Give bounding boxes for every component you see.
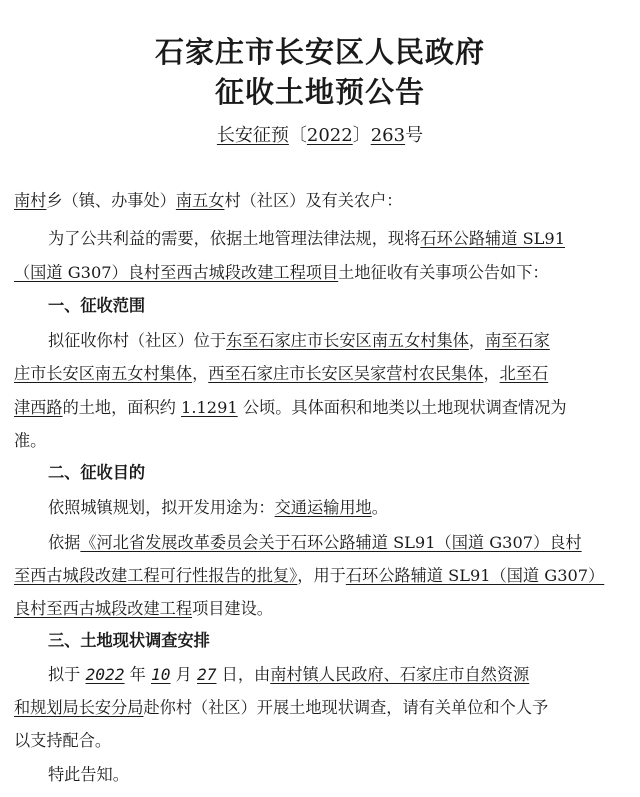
section2-line-3 xyxy=(14,565,634,587)
doc-prefix: 长安征预 xyxy=(216,125,289,146)
north-boundary-1: 北至石 xyxy=(499,364,549,383)
north-boundary-2: 津西路 xyxy=(14,398,63,417)
section1-text-a: 拟征收你村（社区）位于 xyxy=(48,331,227,350)
approval-document-1: 《河北省发展改革委员会关于石环公路辅道 SL91（国道 G307）良村 xyxy=(80,533,582,552)
section1-line-2 xyxy=(14,363,634,385)
month-label: 月 xyxy=(175,665,192,684)
day-label: 日，由 xyxy=(221,665,271,684)
land-purpose: 交通运输用地 xyxy=(274,498,372,517)
doc-bracket-open: 〔 xyxy=(288,125,307,146)
town-name: 南村 xyxy=(14,191,47,210)
section3-line-3: 以支持配合。 xyxy=(14,731,112,750)
survey-org-1: 南村镇人民政府、石家庄市自然资源 xyxy=(270,665,530,684)
east-boundary: 东至石家庄市长安区南五女村集体 xyxy=(226,331,469,350)
section1-comma-3: ， xyxy=(483,364,500,383)
section1-comma-2: ， xyxy=(192,364,209,383)
doc-suffix: 号 xyxy=(405,125,424,146)
year-label: 年 xyxy=(129,665,146,684)
section2-text-c: 依据 xyxy=(48,533,81,552)
closing-text: 特此告知。 xyxy=(48,765,129,784)
survey-day: 27 xyxy=(197,665,217,684)
section3-line-2 xyxy=(14,697,634,719)
section1-line-3 xyxy=(14,397,634,419)
village-name: 南五女 xyxy=(175,191,225,210)
section1-line-1 xyxy=(48,330,638,352)
intro-line-2 xyxy=(14,262,634,284)
doc-year: 2022 xyxy=(306,125,353,146)
project-name-1: 石环公路辅道 SL91 xyxy=(420,229,566,248)
approval-document-2: 至西古城段改建工程可行性报告的批复》 xyxy=(14,566,298,585)
section2-text-d: ，用于 xyxy=(297,566,346,585)
section2-line-4 xyxy=(14,598,634,620)
intro-text-a: 为了公共利益的需要，依据土地管理法律法规，现将 xyxy=(48,229,421,248)
section2-line-1 xyxy=(48,497,640,519)
south-boundary-2: 庄市长安区南五女村集体 xyxy=(14,364,193,383)
intro-line-1 xyxy=(48,228,638,250)
section1-text-c: 公顷。具体面积和地类以土地现状调查情况为 xyxy=(242,398,567,417)
land-area: 1.1291 xyxy=(181,398,238,417)
project-name-2: （国道 G307）良村至西古城段改建工程项目 xyxy=(14,263,339,282)
section1-heading: 一、征收范围 xyxy=(48,296,146,315)
document-number xyxy=(0,121,640,147)
intro-text-b: 土地征收有关事项公告如下： xyxy=(338,263,549,282)
section2-text-e: 项目建设。 xyxy=(192,599,273,618)
south-boundary-1: 南至石家 xyxy=(485,331,550,350)
west-boundary: 西至石家庄市长安区吴家营村农民集体 xyxy=(208,364,484,383)
section2-line-2 xyxy=(48,532,638,554)
salutation-text-b: 村（社区）及有关农户： xyxy=(224,191,403,210)
section3-text-a: 拟于 xyxy=(48,665,81,684)
survey-year: 2022 xyxy=(85,665,125,684)
survey-org-2: 和规划局长安分局 xyxy=(14,698,144,717)
section1-text-b: 的土地，面积约 xyxy=(62,398,176,417)
salutation xyxy=(14,190,634,212)
section3-text-b: 赴你村（社区）开展土地现状调查，请有关单位和个人予 xyxy=(143,698,549,717)
section1-line-4: 准。 xyxy=(14,431,47,450)
salutation-text-a: 乡（镇、办事处） xyxy=(46,191,176,210)
page-title: 石家庄市长安区人民政府 xyxy=(154,35,485,69)
project-name-3: 石环公路辅道 SL91（国道 G307） xyxy=(345,566,605,585)
survey-month: 10 xyxy=(151,665,171,684)
project-name-4: 良村至西古城段改建工程 xyxy=(14,599,193,618)
section2-heading: 二、征收目的 xyxy=(48,463,146,482)
section2-text-b: 。 xyxy=(371,498,388,517)
section3-heading: 三、土地现状调查安排 xyxy=(48,631,210,650)
section3-line-1 xyxy=(48,664,638,686)
section1-comma-1: ， xyxy=(468,331,486,350)
section2-text-a: 依照城镇规划，拟开发用途为： xyxy=(48,498,275,517)
doc-bracket-close: 〕 xyxy=(352,125,371,146)
page-subtitle: 征收土地预公告 xyxy=(214,75,425,109)
doc-serial: 263 xyxy=(370,125,406,146)
